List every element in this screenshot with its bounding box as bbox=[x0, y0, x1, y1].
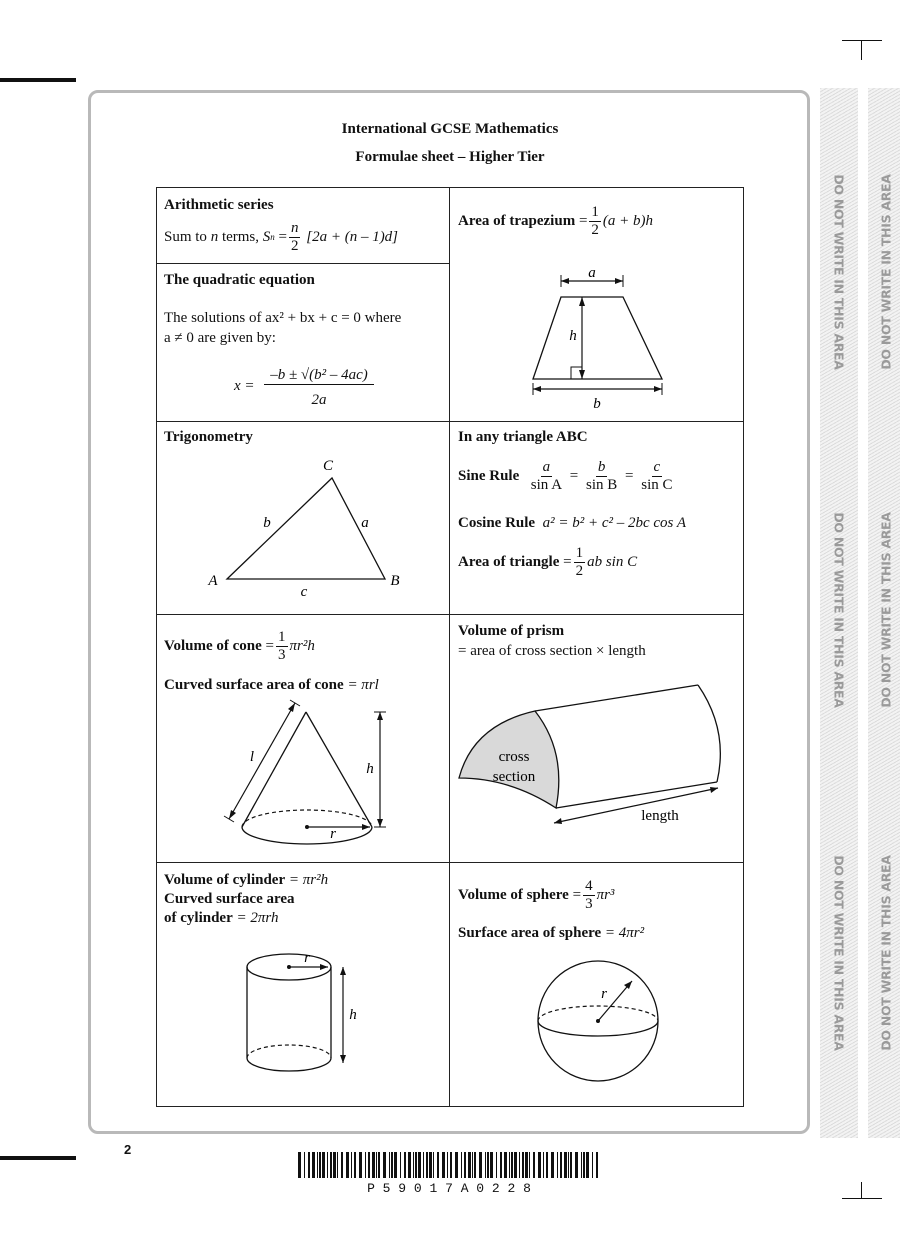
arithmetic-formula: Sum to n terms, S n = $\frac{n}{2}$ [2a + (n – 1)d] bbox=[164, 219, 399, 254]
side-notice: DO NOT WRITE IN THIS AREA bbox=[878, 855, 894, 1051]
cylinder-surface-line1: Curved surface area bbox=[164, 891, 295, 907]
svg-text:cross: cross bbox=[498, 749, 530, 765]
label-h: h bbox=[569, 328, 577, 344]
cosine-rule: Cosine Rule a² = b² + c² – 2bc cos A bbox=[458, 515, 687, 531]
cell-heading: Volume of prism bbox=[458, 623, 565, 639]
label-a: a bbox=[588, 265, 596, 281]
side-notice: DO NOT WRITE IN THIS AREA bbox=[831, 174, 847, 370]
margin-bar bbox=[0, 1156, 76, 1160]
cone-diagram bbox=[215, 695, 395, 850]
quadratic-line2: a ≠ 0 are given by: bbox=[164, 330, 276, 346]
crop-mark bbox=[861, 1182, 862, 1199]
cell-heading: In any triangle ABC bbox=[458, 429, 588, 445]
svg-text:b: b bbox=[263, 515, 271, 531]
margin-bar bbox=[0, 78, 76, 82]
svg-text:a: a bbox=[361, 515, 369, 531]
svg-text:l: l bbox=[249, 749, 255, 765]
page-title: International GCSE Mathematics bbox=[341, 121, 559, 137]
svg-text:B: B bbox=[390, 573, 400, 589]
fraction: $\frac{n}{2}$ bbox=[290, 219, 299, 254]
svg-text:r: r bbox=[304, 950, 310, 966]
svg-text:c: c bbox=[300, 584, 308, 600]
barcode bbox=[298, 1152, 600, 1180]
area-of-triangle: Area of triangle = $\frac{1}{2}$ ab sin C bbox=[458, 544, 638, 579]
cell-heading: The quadratic equation bbox=[164, 272, 315, 288]
crop-mark bbox=[842, 40, 882, 41]
side-notice: DO NOT WRITE IN THIS AREA bbox=[878, 512, 894, 708]
cell-heading: Arithmetic series bbox=[164, 197, 274, 213]
cone-volume: Volume of cone = $\frac{1}{3}$ πr²h bbox=[164, 628, 315, 663]
cylinder-volume: Volume of cylinder = πr²h bbox=[164, 872, 329, 888]
barcode-text: P 5 9 0 1 7 A 0 2 2 8 bbox=[367, 1181, 531, 1196]
side-notice: DO NOT WRITE IN THIS AREA bbox=[878, 174, 894, 370]
svg-text:r: r bbox=[330, 826, 336, 842]
cell-heading: Trigonometry bbox=[164, 429, 253, 445]
label-b: b bbox=[593, 396, 601, 412]
svg-text:h: h bbox=[366, 761, 374, 777]
prism-diagram bbox=[455, 680, 730, 830]
crop-mark bbox=[842, 1198, 882, 1199]
quadratic-x: x = bbox=[234, 378, 255, 394]
sphere-volume: Volume of sphere = $\frac{4}{3}$ πr³ bbox=[458, 877, 615, 912]
quadratic-numerator: –b ± √(b² – 4ac) bbox=[264, 366, 374, 385]
trapezium-diagram bbox=[520, 260, 680, 420]
svg-text:h: h bbox=[349, 1007, 357, 1023]
sphere-diagram bbox=[533, 958, 668, 1088]
prism-formula: = area of cross section × length bbox=[458, 643, 646, 659]
cylinder-diagram bbox=[240, 945, 365, 1095]
quadratic-denominator: 2a bbox=[311, 392, 327, 408]
cylinder-surface-line2: of cylinder = 2πrh bbox=[164, 910, 279, 926]
svg-text:section: section bbox=[492, 769, 536, 785]
page-number: 2 bbox=[124, 1142, 132, 1157]
svg-text:C: C bbox=[322, 458, 334, 474]
side-notice: DO NOT WRITE IN THIS AREA bbox=[831, 512, 847, 708]
cone-surface: Curved surface area of cone = πrl bbox=[164, 677, 379, 693]
triangle-diagram bbox=[200, 450, 420, 610]
crop-mark bbox=[861, 40, 862, 60]
quadratic-line1: The solutions of ax² + bx + c = 0 where bbox=[164, 310, 402, 326]
trapezium-formula: Area of trapezium = $\frac{1}{2}$ (a + b)h bbox=[458, 203, 654, 238]
svg-text:A: A bbox=[208, 573, 218, 589]
sphere-surface: Surface area of sphere = 4πr² bbox=[458, 925, 645, 941]
svg-text:length: length bbox=[641, 808, 679, 824]
page-subtitle: Formulae sheet – Higher Tier bbox=[355, 149, 545, 165]
side-notice: DO NOT WRITE IN THIS AREA bbox=[831, 855, 847, 1051]
sine-rule: Sine Rule $\frac{a}{\text{sin A}}$ = $\frac{b}{\text{sin B}}$ = $\frac{c}{\text{sin C}}$ bbox=[458, 458, 673, 493]
svg-text:r: r bbox=[601, 986, 607, 1002]
